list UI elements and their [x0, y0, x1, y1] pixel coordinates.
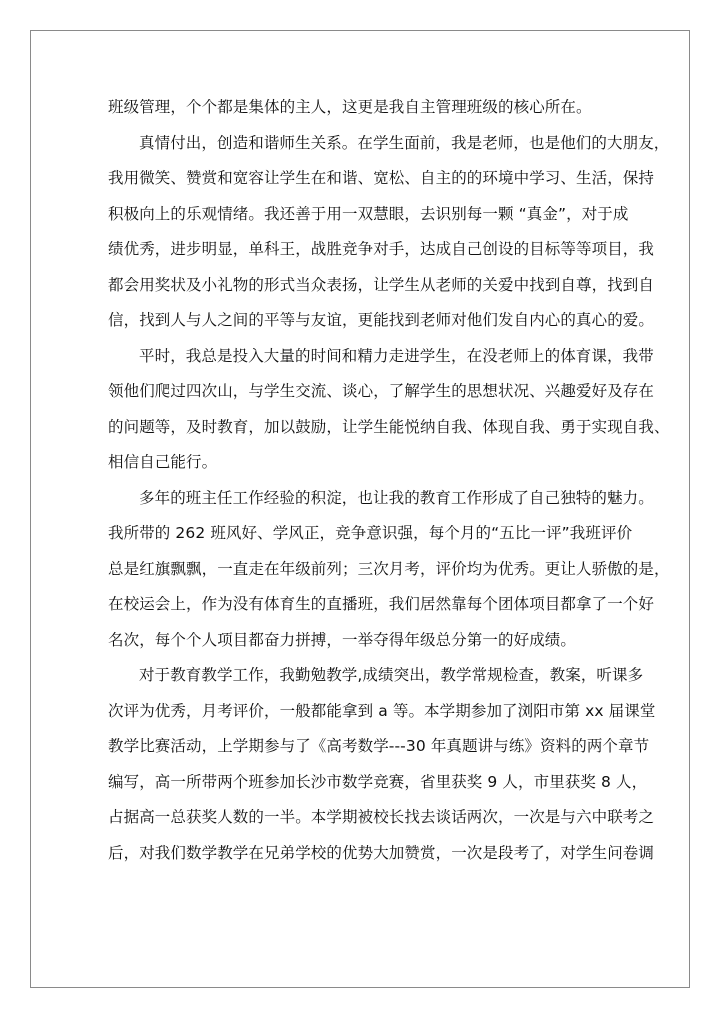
text-line: 真情付出，创造和谐师生关系。在学生面前，我是老师，也是他们的大朋友，: [139, 133, 670, 152]
text-line: 次评为优秀，月考评价，一般都能拿到 a 等。本学期参加了浏阳市第 xx 届课堂: [108, 701, 656, 720]
document-body: [108, 90, 670, 871]
text-line: 我用微笑、赞赏和宽容让学生在和谐、宽松、自主的的环境中学习、生活，保持: [108, 169, 655, 187]
text-line: 都会用奖状及小礼物的形式当众表扬，让学生从老师的关爱中找到自尊，找到自: [108, 275, 655, 294]
text-line: 在校运会上，作为没有体育生的直播班，我们居然靠每个团体项目都拿了一个好: [108, 595, 655, 613]
text-line: 班级管理，个个都是集体的主人，这更是我自主管理班级的核心所在。: [108, 98, 592, 116]
text-line: 的问题等，及时教育，加以鼓励，让学生能悦纳自我、体现自我、勇于实现自我、: [108, 417, 670, 436]
text-line: 领他们爬过四次山，与学生交流、谈心，了解学生的思想状况、兴趣爱好及存在: [108, 382, 655, 400]
text-line: 平时，我总是投入大量的时间和精力走进学生，在没老师上的体育课，我带: [139, 346, 654, 365]
text-line: 绩优秀，进步明显，单科王，战胜竞争对手，达成自己创设的目标等等项目，我: [108, 240, 655, 258]
text-line: 后，对我们数学教学在兄弟学校的优势大加赞赏，一次是段考了，对学生问卷调: [108, 843, 655, 862]
text-line: 我所带的 262 班风好、学风正，竞争意识强，每个月的“五比一评”我班评价: [108, 524, 633, 542]
text-line: 积极向上的乐观情绪。我还善于用一双慧眼，去识别每一颗 “真金”，对于成: [108, 204, 629, 223]
text-line: 名次，每个个人项目都奋力拼搏，一举夺得年级总分第一的好成绩。: [108, 630, 577, 649]
text-line: 相信自己能行。: [108, 453, 218, 471]
text-line: 占据高一总获奖人数的一半。本学期被校长找去谈话两次，一次是与六中联考之: [108, 808, 655, 826]
text-line: 教学比赛活动，上学期参与了《高考数学---30 年真题讲与练》资料的两个章节: [108, 737, 650, 755]
text-line: 信，找到人与人之间的平等与友谊，更能找到老师对他们发自内心的真心的爱。: [108, 311, 655, 329]
text-line: 对于教育教学工作，我勤勉教学,成绩突出，教学常规检查，教案，听课多: [139, 666, 644, 684]
text-line: 多年的班主任工作经验的积淀，也让我的教育工作形成了自己独特的魅力。: [139, 488, 654, 507]
text-line: 总是红旗飘飘，一直走在年级前列；三次月考，评价均为优秀。更让人骄傲的是，: [108, 559, 670, 578]
text-line: 编写，高一所带两个班参加长沙市数学竞赛，省里获奖 9 人，市里获奖 8 人，: [108, 772, 648, 791]
